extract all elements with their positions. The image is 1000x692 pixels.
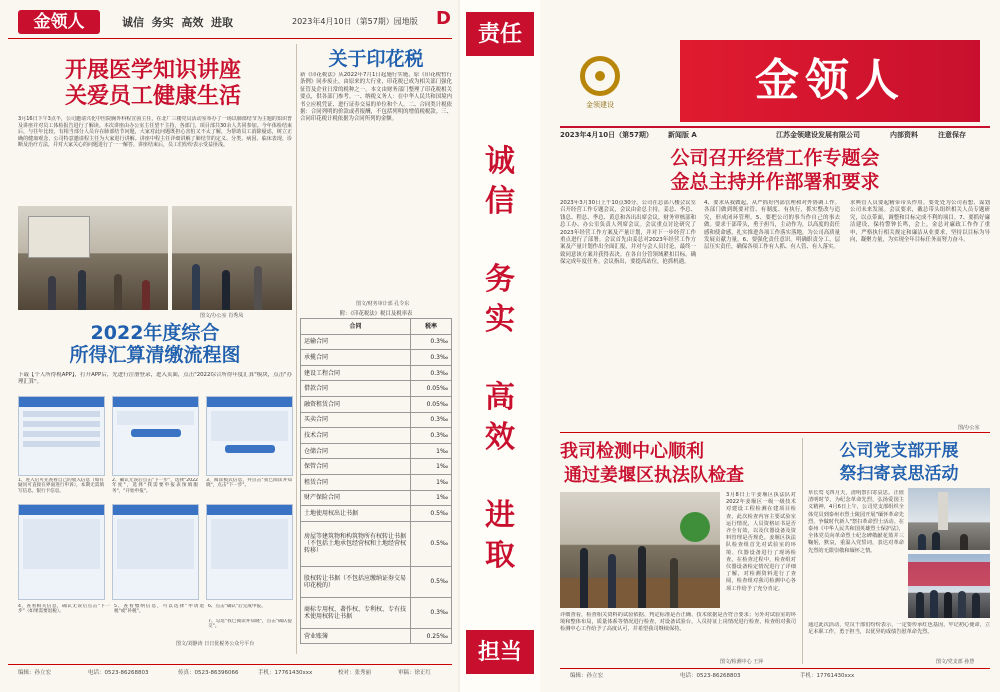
party-branch-caption: 图文/党支部 孙慧 (936, 659, 975, 665)
party-branch-body: 草长莺飞四月天，清明祭扫寄哀思。正值清明时节，为纪念革命先烈，弘扬爱国主义精神，4月6日上午，公司党支部组织全体党员到泰州市烈士陵园开展"缅怀革命先烈，争做时代新人"祭扫革命烈士活动。在泰州《中华人民共和国英雄烈士保护法》，全体党员向革命烈士纪念碑敬献花篮并三鞠躬，默哀，重温入党誓词，表达对革命先烈的无限崇敬和缅怀之情。 (808, 490, 904, 554)
article-medical-caption: 图文/办公室 肖秀凤 (200, 313, 244, 319)
right-note-internal: 内部资料 (890, 131, 918, 139)
testing-center-title (560, 440, 796, 488)
table-cell: 保管合同 (301, 459, 411, 475)
middle-char-7: 进 (485, 498, 515, 533)
party-branch-photo-bottom (908, 554, 990, 618)
table-row (301, 412, 452, 428)
lead-headline-line1: 公司召开经营工作专题会 (670, 147, 880, 169)
table-cell: 租赁合同 (301, 474, 411, 490)
table-cell: 0.05‰ (411, 381, 452, 397)
footer-editor: 编辑：孙立宏 (18, 670, 52, 676)
table-cell: 仓储合同 (301, 443, 411, 459)
testing-center-title-line2: 通过姜堰区执法队检查 (564, 465, 744, 486)
medical-lecture-photo-right (172, 206, 292, 310)
lead-article-caption: 图/办公室 (958, 425, 980, 431)
right-newspaper-page (540, 0, 1000, 692)
table-header-cell: 税率 (411, 319, 452, 335)
middle-bottom-badge: 担当 (466, 630, 534, 674)
article-medical-title-line1: 开展医学知识讲座 (64, 58, 241, 83)
right-lower-divider (802, 438, 803, 664)
article-medical-body: 3月16日下午3点半，公司邀请兴化中医院胸外科程宣茵主任，在北厂三楼党员活动室举办了一场以肺部结节为主题的知识普及讲座并对员工体检报告进行了解读。本次讲座由办公室主任望干主持，各部门、项目部共30余人共同参加。今年体检结束后，与往年比较，有相当部分人员存在肺部结节问题，大家对此问题既担心害怕又不太了解，为帮助员工消除疑虑，树立正确的健康观念，公司特意邀请程主任为大家进行讲解。讲座中程主任详细讲解了肺结节的定义、分类、病因、临床表现、诊断及治疗方法，并对大家关心的问题进行了一一解答。讲座结束后，员工们纷纷表示受益匪浅。 (18, 116, 292, 149)
testing-center-photo (560, 492, 720, 608)
table-cell: 0.5‰ (411, 566, 452, 597)
table-cell: 0.3‰ (411, 428, 452, 444)
tax-step-screen-4 (18, 504, 105, 600)
article-medical-title-line2: 关爱员工健康生活 (64, 84, 241, 109)
tax-step-caption-2: 2、确认无误后点击"下一步"，选择"2022年度"，选择"我需要申报表预填服务"，"开始申报"。 (112, 478, 198, 494)
table-cell: 融资租赁合同 (301, 396, 411, 412)
table-cell: 借款合同 (301, 381, 411, 397)
table-cell: 土地使用权出让书据 (301, 506, 411, 522)
footer-review: 审稿：徐正红 (398, 670, 432, 676)
table-cell: 建设工程合同 (301, 365, 411, 381)
tax-flow-caption: 图文/刘静涛 日日优税务公众号平台 (176, 641, 255, 647)
table-row (301, 443, 452, 459)
table-row (301, 506, 452, 522)
tax-step-screen-1 (18, 396, 105, 476)
table-row (301, 428, 452, 444)
table-row (301, 474, 452, 490)
right-masthead-title: 金领人 (755, 55, 905, 106)
right-masthead (680, 40, 980, 122)
footer-phone2: 传真：0523-86396066 (178, 670, 239, 676)
middle-top-badge: 责任 (466, 12, 534, 56)
testing-center-caption: 图文/检测中心 王萍 (720, 659, 764, 665)
company-logo-icon (580, 56, 620, 96)
party-branch-photo-top (908, 488, 990, 550)
testing-center-body2: 详细查看，检查相关资料的试验依据、判定标准是否正确、技术依据是否符合要求；另外对试验室的环境和整体布局，质量体系等情况进行检查，对设备试验台，人员持证上岗情况进行检查，检查组对我司检测中心工作给予了高度认可，并希望我司继续保持。 (560, 612, 796, 633)
table-row (301, 628, 452, 644)
table-cell: 0.25‰ (411, 628, 452, 644)
middle-char-2: 信 (485, 184, 515, 219)
medical-lecture-photo-left (18, 206, 168, 310)
left-column-divider (296, 44, 297, 654)
company-logo-text: 金领建设 (586, 101, 614, 109)
party-branch-title-line1: 公司党支部开展 (839, 441, 959, 461)
table-cell: 0.3‰ (411, 350, 452, 366)
lead-article-col1: 2023年3月30日上午10点30分，公司在总部八楼会议室召开经营工作专题会议，会议由金总主持，姜总、李总、钱总、程总、季总、黄总和各出出席会议，财务审核部和总工办、办公室负责人列席会议。会议重点讨论研究了2023年经营工作方案及产量计划，并对下一步经营工作重点进行了部署。会议首先由姜总对2023年经营工作方案及产量计划作出全面汇报，并对与会人员讨论，最终一致同意该方案并获得表决。在各自分管领域紧扣目标，确保完成年度任务。会议指出，要提高站位，抢抓机遇。 (560, 200, 696, 266)
table-row (301, 490, 452, 506)
article-medical-title (18, 58, 288, 110)
table-cell: 0.5‰ (411, 506, 452, 522)
tax-step-caption-5: 5、查看缴纳信息，可以选择"申请退税"或"补税"。 (114, 604, 204, 615)
tax-step-caption-3: 3、阅读模式信息，并点击"我已阅读并知晓"，点击"下一步"。 (206, 478, 292, 489)
table-row (301, 381, 452, 397)
right-footer (560, 668, 990, 683)
tax-flow-step-captions-row1 (18, 478, 292, 500)
tax-flow-step-screens-row2 (18, 504, 292, 600)
tax-step-caption-1: 1、进入后可先查看自己的收入信息（如有疑问可直接在界面进行申诉），本期无需填写信息。银行卡信息。 (18, 478, 104, 494)
table-header-cell: 合同 (301, 319, 411, 335)
table-cell: 0.05‰ (411, 396, 452, 412)
party-branch-title-line2: 祭扫寄哀思活动 (839, 464, 959, 484)
right-footer-phone: 电话：0523-86268803 (680, 673, 741, 679)
tax-flow-step-screens-row1 (18, 396, 292, 476)
middle-char-5: 高 (485, 380, 515, 415)
table-row (301, 334, 452, 350)
table-cell: 1‰ (411, 459, 452, 475)
tax-step-screen-5 (112, 504, 199, 600)
company-logo (570, 56, 630, 116)
middle-char-3: 务 (485, 262, 515, 297)
table-row (301, 521, 452, 566)
table-cell: 0.3‰ (411, 597, 452, 628)
tax-flow-intro: 下载【个人所得税APP】，打开APP后，先进行注册登录，进入页面，点击"2022综合所得年度汇算"模块，点击"办理汇算"。 (18, 372, 292, 385)
table-row (301, 350, 452, 366)
middle-slogan-strip (460, 0, 540, 692)
right-footer-editor: 编辑：孙立宏 (570, 673, 604, 679)
left-newspaper-page (0, 0, 458, 692)
middle-char-8: 取 (485, 538, 515, 573)
footer-phone1: 电话：0523-86268803 (88, 670, 149, 676)
right-issue-bar (560, 126, 990, 142)
left-footer (8, 664, 452, 681)
testing-center-body: 3月8日上午姜堰区执法队对2022年姜堰区一级一级技术对建设工程检测在建项目检查，此次检查内容主要试验室运行情况，人员资格证书是否齐全有效，以及仪器设备及资料管理是否规范。姜堰区执法队检查组首先对试验室的环境、仪器设备进行了现场检查。在检查过程中，检查组对仪器设备检定情况进行了详细了解，对检测资料进行了查阅，检查组对我司检测中心各项工作给予了充分肯定。 (726, 492, 796, 592)
table-cell: 1‰ (411, 474, 452, 490)
table-cell: 1‰ (411, 443, 452, 459)
table-header-row (301, 319, 452, 335)
right-company-name: 江苏金领建设发展有限公司 (776, 131, 860, 139)
table-row (301, 597, 452, 628)
table-cell: 技术合同 (301, 428, 411, 444)
tax-step-caption-4: 4、查看相关信息，确认无误后点击"下一步"（如果需要退税）。 (18, 604, 110, 615)
stamp-duty-rate-table (300, 318, 452, 644)
table-cell: 财产保险合同 (301, 490, 411, 506)
right-note-keep: 注意保存 (938, 131, 966, 139)
tax-step-screen-6 (206, 504, 293, 600)
table-cell: 房屋等建筑物和构筑物所有权转让书据（不包括土地承包经营权和土地经营权转移） (301, 521, 411, 566)
right-section-divider (560, 432, 990, 433)
tax-flow-step-captions-row2 (18, 604, 292, 634)
table-cell: 股权转让书据（不包括应缴纳证券交易印花税的） (301, 566, 411, 597)
middle-char-4: 实 (485, 302, 515, 337)
table-cell: 商标专用权、著作权、专利权、专有技术使用权转让书据 (301, 597, 411, 628)
testing-center-title-line1: 我司检测中心顺利 (560, 441, 704, 462)
stamp-duty-table-title: 附：《印花税法》税目及税率表 (339, 311, 413, 317)
left-slogan: 诚信 务实 高效 进取 (122, 16, 233, 29)
left-page-letter: D (436, 8, 451, 29)
tax-step-caption-7: 7、勾选"我已阅读并知晓"，点击"确认提交"。 (208, 619, 292, 630)
tax-flow-title-line2: 所得汇算清缴流程图 (69, 344, 241, 366)
table-row (301, 566, 452, 597)
tax-flow-title-line1: 2022年度综合 (90, 322, 220, 344)
table-cell: 营业账簿 (301, 628, 411, 644)
tax-flow-title (18, 322, 292, 366)
stamp-duty-title: 关于印花税 (328, 48, 424, 70)
left-issue-line: 2023年4月10日（第57期）园地版 (292, 17, 418, 26)
lead-article-col3: 求典管人员要起精带带头作用。要处处为公司着想，谋划公司未来发展。会议要求，戴总带头组织相关人员专题研究，以点带面，调整和目标完成不利的项目。7、要抓好廉洁建设，保持警钟长鸣，会上，金总对廉政工作作了重申，严格执行相关规定和廉洁从业要求，坚持以目标为导向，凝聚力量，为实现全年目标任务而努力奋斗。 (850, 200, 990, 244)
table-row (301, 459, 452, 475)
table-cell: 买卖合同 (301, 412, 411, 428)
right-edition: 新闻版 A (668, 131, 697, 139)
lead-article-col2: 4、要求从我做起，从严抓好内部管理和对外协调工作。各部门做到既要对管、有制度、有执行，抓实整改与追究，形成闭环管理。5、要把公司的事当作自己的事去做。要求干部带头，勇于担当，主动作为，以高度的责任感和使命感，扎实推进各项工作落实落地，为公司高质量发展贡献力量。6、要强化责任意识。明确职责分工，层层压实责任，确保各项工作有人抓、有人管、有人落实。 (704, 200, 840, 251)
stamp-duty-caption: 图文/财务审计部 孔令东 (356, 301, 410, 307)
party-branch-title (808, 440, 990, 486)
table-cell: 0.3‰ (411, 365, 452, 381)
table-cell: 0.3‰ (411, 412, 452, 428)
middle-char-6: 效 (485, 420, 515, 455)
tax-step-caption-6: 6、点击"确认"后完成申报。 (208, 604, 266, 609)
left-header-rule (8, 38, 452, 39)
lead-headline-line2: 金总主持并作部署和要求 (670, 171, 880, 193)
table-cell: 1‰ (411, 490, 452, 506)
party-branch-body2: 通过此次活动，党员干部们纷纷表示，一定要传承红色基因，牢记初心使命，立足本职工作，勇于担当，以优异的成绩告慰革命先烈。 (808, 622, 990, 636)
tax-step-screen-3 (206, 396, 293, 476)
table-cell: 0.5‰ (411, 521, 452, 566)
table-row (301, 396, 452, 412)
footer-mobile: 手机：17761430xxx (258, 670, 313, 676)
table-cell: 运输合同 (301, 334, 411, 350)
table-row (301, 365, 452, 381)
right-footer-mobile: 手机：17761430xxx (800, 673, 855, 679)
stamp-duty-body: 新《印花税法》从2022年7月1日起施行实施，原《印花税暂行条例》同步废止。由原来的大行业，印花税已成为相关部门强化征管及企业日常的税种之一。本文由财务部门整理了印花税相关要点，供各部门参考。一、纳税义务人：在中华人民共和国境内书立应税凭证、进行证券交易的单位和个人。二、合同类计税依据：合同列明的价款或者报酬，不包括列明的增值税税款。三、合同印花税计税依据为合同所列的金额。 (300, 72, 452, 123)
middle-char-1: 诚 (485, 144, 515, 179)
left-masthead-logo: 金领人 (18, 10, 100, 34)
table-cell: 0.3‰ (411, 334, 452, 350)
right-issue-date: 2023年4月10日（第57期） (560, 131, 653, 139)
table-cell: 承揽合同 (301, 350, 411, 366)
footer-proof: 校对：张秀丽 (338, 670, 372, 676)
lead-headline (560, 146, 990, 194)
tax-step-screen-2 (112, 396, 199, 476)
